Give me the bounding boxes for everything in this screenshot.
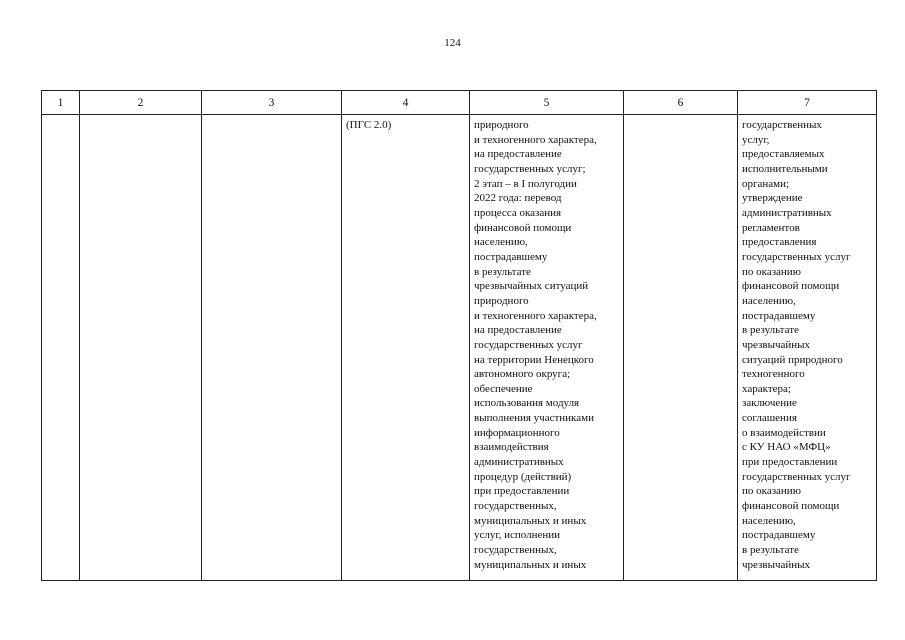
cell-col3 [202, 115, 342, 581]
column-header-7: 7 [738, 91, 877, 115]
document-table [41, 90, 877, 581]
cell-col2-text [80, 115, 201, 118]
column-header-3: 3 [202, 91, 342, 115]
cell-col3-text [202, 115, 341, 118]
column-header-6: 6 [624, 91, 738, 115]
column-header-1: 1 [42, 91, 80, 115]
cell-col1-text [42, 115, 79, 118]
cell-col7 [738, 115, 877, 581]
column-header-4: 4 [342, 91, 470, 115]
column-header-5: 5 [470, 91, 624, 115]
cell-col1 [42, 115, 80, 581]
cell-col6 [624, 115, 738, 581]
cell-col4-text: (ПГС 2.0) [346, 119, 392, 131]
table-row [42, 115, 877, 581]
cell-col4 [342, 115, 470, 581]
page-number: 124 [444, 37, 461, 49]
cell-col5-text: природного и техногенного характера, на предоставление государственных услуг; 2 этап – в I полугодии 2022 года: перевод процесса оказания финансовой помощи населению, пострадавшему в результате чрезвычайных ситуаций природного и техногенного характера, на предоставление государственных услуг на территории Ненецкого автономного округа; обеспечение использования модуля выполнения участниками информационного взаимодействия административных процедур (действий) при предоставлении государственных, муниципальных и иных услуг, исполнении государственных, муниципальных и иных [474, 119, 597, 571]
header-row [42, 91, 877, 115]
column-header-2: 2 [80, 91, 202, 115]
cell-col2 [80, 115, 202, 581]
cell-col6-text [624, 115, 737, 118]
cell-col7-text: государственных услуг, предоставляемых исполнительными органами; утверждение административных регламентов предоставления государственных услуг по оказанию финансовой помощи населению, пострадавшему в результате чрезвычайных ситуаций природного техногенного характера; заключение соглашения о взаимодействии с КУ НАО «МФЦ» при предоставлении государственных услуг по оказанию финансовой помощи населению, пострадавшему в результате чрезвычайных [742, 119, 851, 571]
cell-col5 [470, 115, 624, 581]
